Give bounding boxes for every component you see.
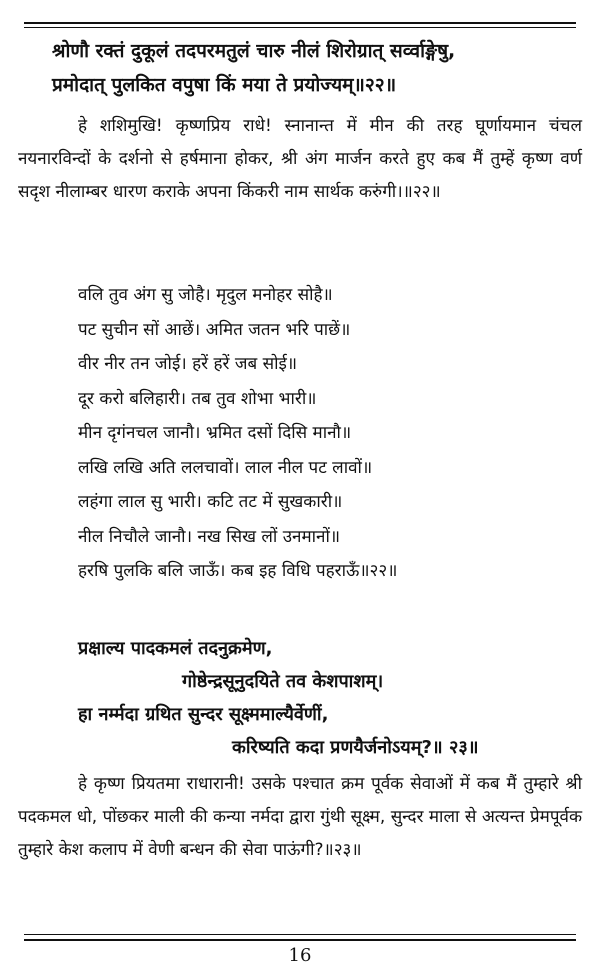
- verse-line: नील निचौले जानौ। नख सिख लों उनमानों॥: [78, 526, 341, 547]
- bottom-rule-thin: [24, 934, 576, 935]
- bottom-rule: [24, 939, 576, 941]
- sloka-23-line-4: करिष्यति कदा प्रणयैर्जनोऽयम्?॥ २३॥: [232, 737, 479, 758]
- verse-line: दूर करो बलिहारी। तब तुव शोभा भारी॥: [78, 388, 317, 409]
- prose-22: [18, 110, 582, 209]
- page-number: 16: [288, 945, 312, 966]
- sloka-22-line-2: प्रमोदात् पुलकित वपुषा किं मया ते प्रयोज्यम्॥२२॥: [52, 74, 397, 96]
- prose-23: [18, 768, 582, 867]
- sloka-23-line-3: हा नर्म्मदा ग्रथित सुन्दर सूक्ष्ममाल्यैर्वेणीं,: [78, 704, 329, 725]
- top-rule: [24, 22, 576, 24]
- sloka-23-line-2: गोष्ठेन्द्रसूनुदयिते तव केशपाशम्।: [182, 671, 384, 692]
- verse-22: [78, 278, 530, 589]
- sloka-22-line-1: श्रोणौ रक्तं दुकूलं तदपरमतुलं चारु नीलं शिरोग्रात् सर्व्वाङ्गेषु,: [52, 40, 456, 62]
- verse-line: वलि तुव अंग सु जोहै। मृदुल मनोहर सोहै॥: [78, 285, 333, 305]
- verse-line: हरषि पुलकि बलि जाऊँ। कब इह विधि पहराऊँ॥२२॥: [78, 561, 398, 581]
- verse-line: लखि लखि अति ललचावों। लाल नील पट लावों॥: [78, 457, 373, 478]
- prose-23-text: हे कृष्ण प्रियतमा राधारानी! उसके पश्चात क्रम पूर्वक सेवाओं में कब मैं तुम्हारे श्री पदकमल धो, पोंछकर माली की कन्या नर्मदा द्वारा गुंथी सूक्ष्म, सुन्दर माला से अत्यन्त प्रेमपूर्वक तुम्हारे केश कलाप में वेणी बन्धन की सेवा पाऊंगी?॥२३॥: [18, 774, 582, 860]
- verse-line: पट सुचीन सों आछें। अमित जतन भरि पाछें॥: [78, 319, 351, 340]
- verse-line: लहंगा लाल सु भारी। कटि तट में सुखकारी॥: [78, 492, 343, 512]
- verse-line: वीर नीर तन जोई। हरें हरें जब सोई॥: [78, 354, 298, 374]
- verse-line: मीन दृगंनचल जानौ। भ्रमित दसों दिसि मानौ॥: [78, 423, 352, 443]
- top-rule-thin: [24, 27, 576, 28]
- sloka-22: [40, 34, 584, 102]
- prose-22-text: हे शशिमुखि! कृष्णप्रिय राधे! स्नानान्त में मीन की तरह घूर्णायमान चंचल नयनारविन्दों के दर्शनो से हर्षमाना होकर, श्री अंग मार्जन करते हुए कब मैं तुम्हें कृष्ण वर्ण सदृश नीलाम्बर धारण कराके अपना किंकरी नाम सार्थक करुंगी।॥२२॥: [18, 116, 582, 202]
- sloka-23: [78, 632, 582, 764]
- sloka-23-line-1: प्रक्षाल्य पादकमलं तदनुक्रमेण,: [78, 638, 273, 659]
